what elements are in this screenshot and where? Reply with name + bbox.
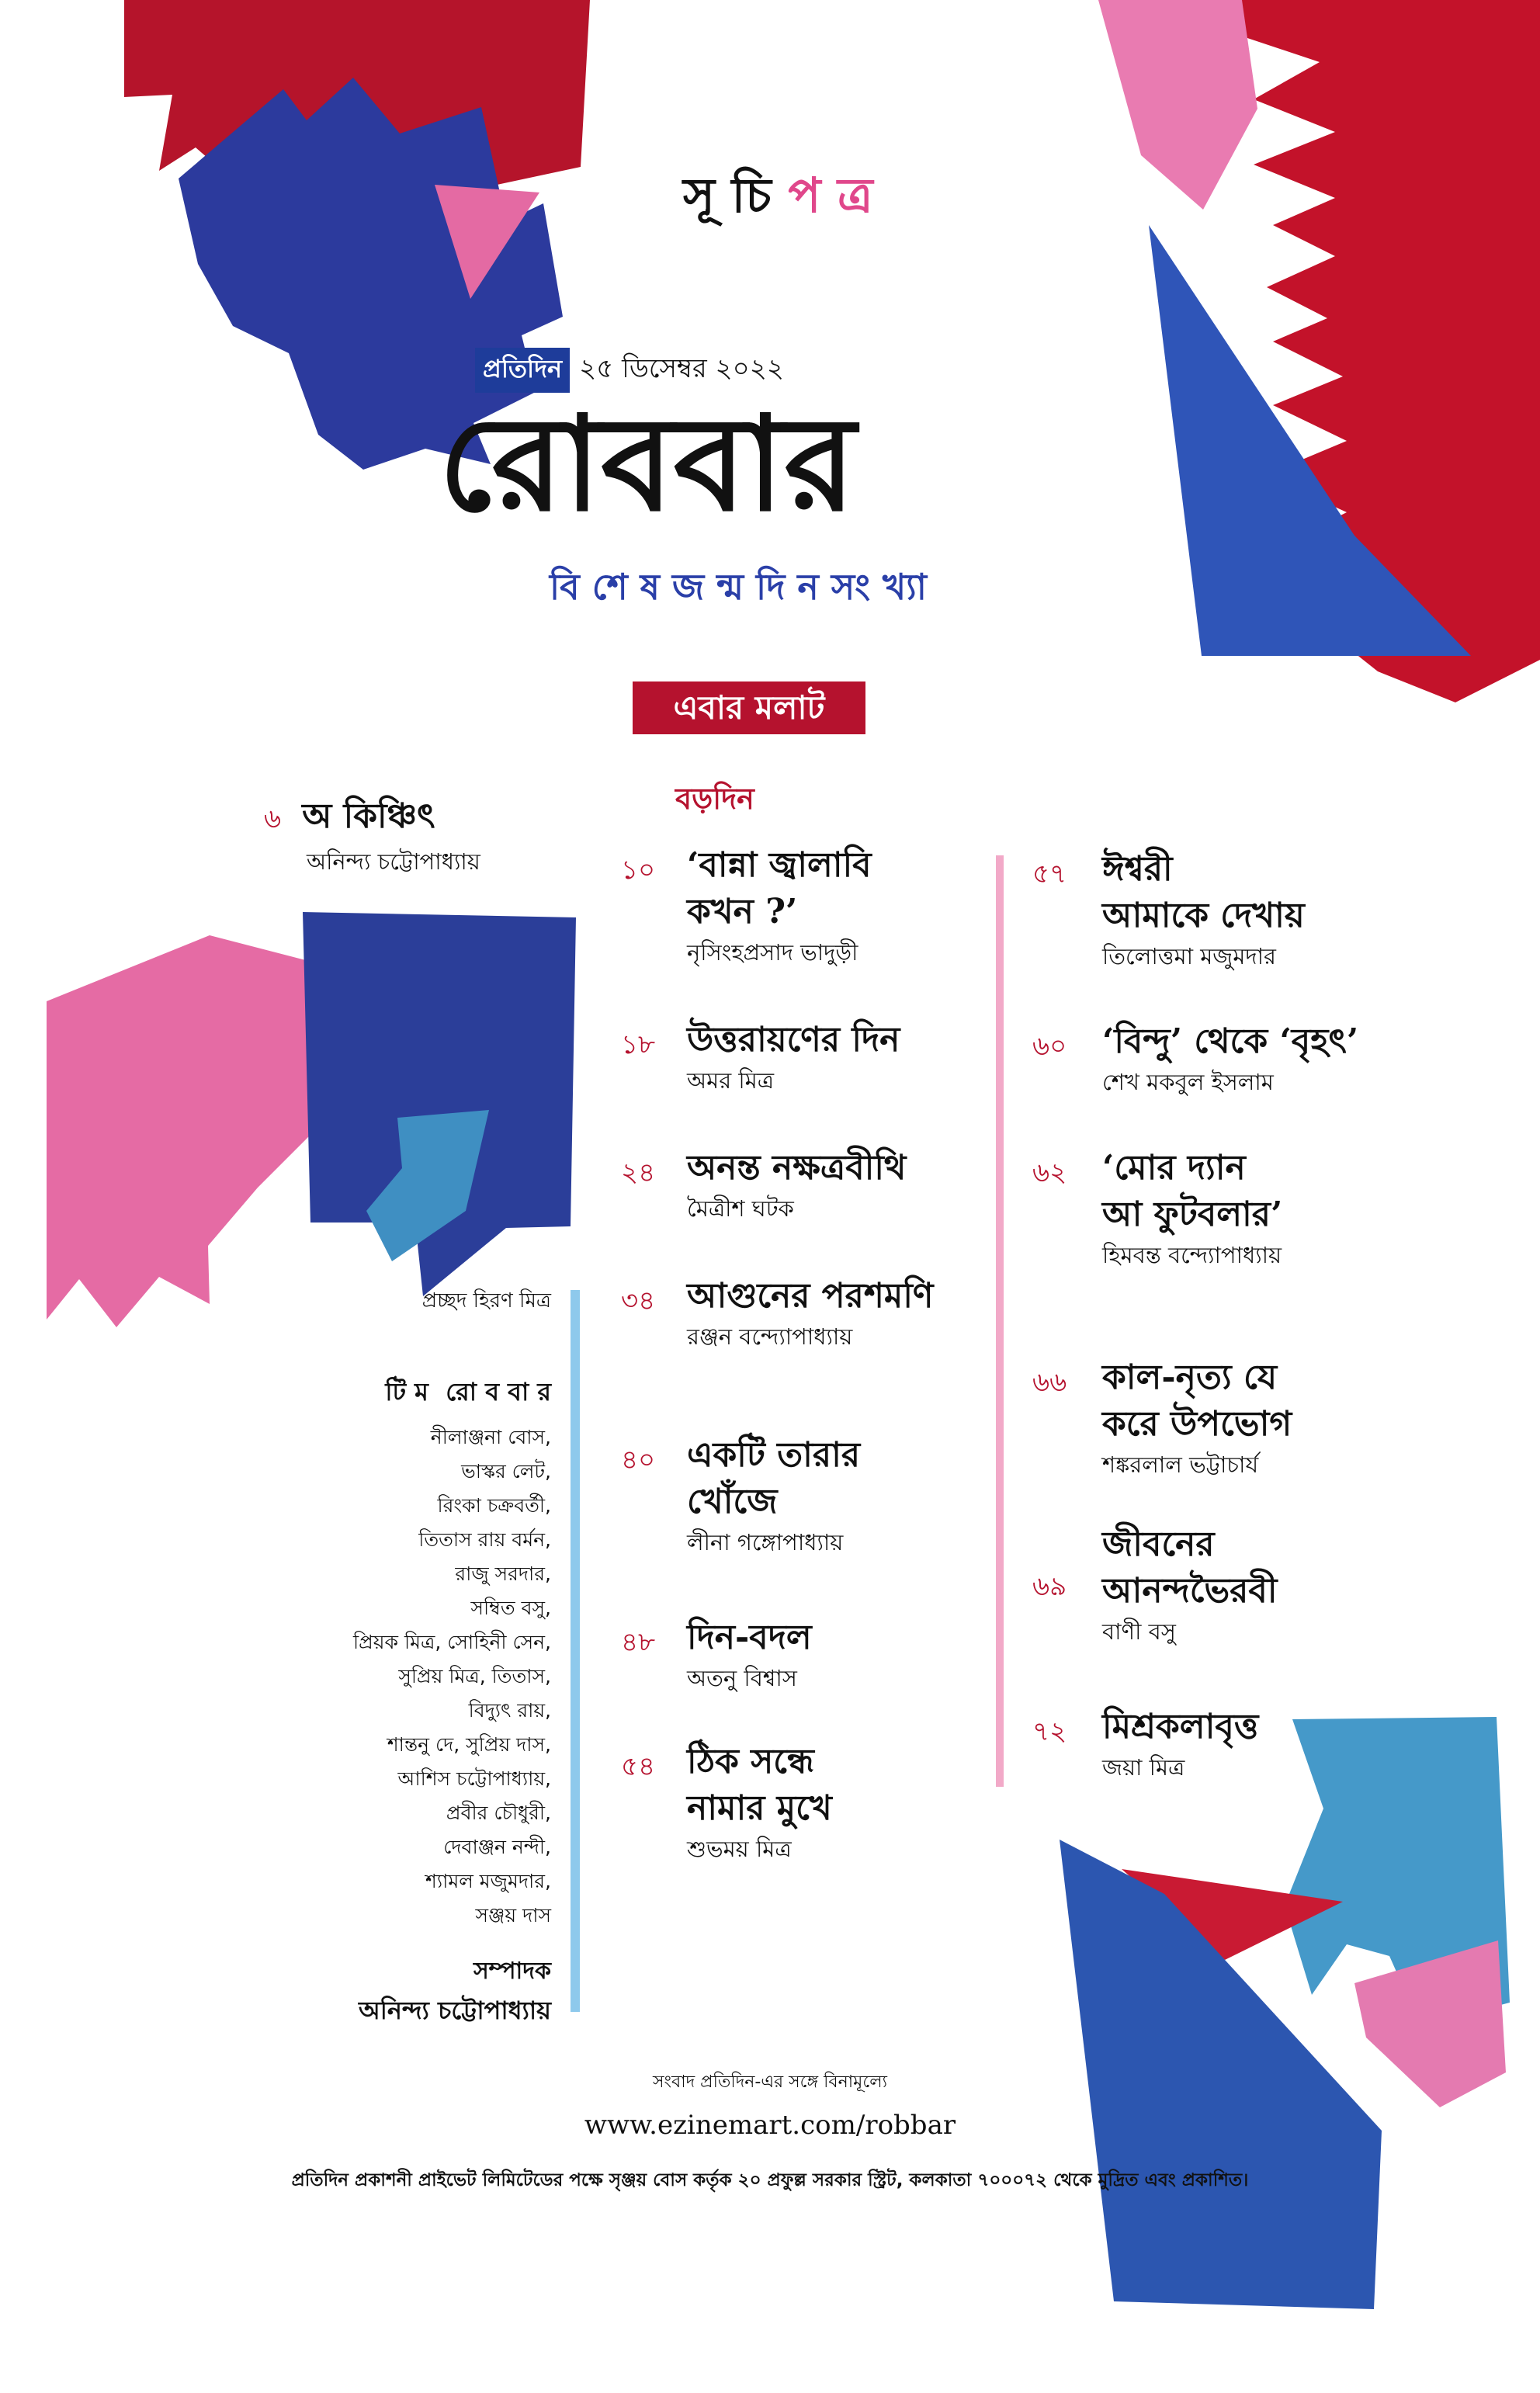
- free-note: সংবাদ প্রতিদিন-এর সঙ্গে বিনামূল্যে: [653, 2072, 887, 2092]
- page-number: ৫৪: [621, 1751, 656, 1782]
- toc-title-part2: প ত্র: [788, 167, 873, 224]
- entry-title-line: মিশ্রকলাবৃত্ত: [1102, 1707, 1259, 1746]
- section-label: বড়দিন: [675, 781, 754, 816]
- entry-title-line: আ ফুটবলার’: [1102, 1195, 1283, 1234]
- page-number: ২৪: [621, 1157, 656, 1188]
- entry-title-line: ‘বান্না জ্বালাবি: [687, 845, 872, 885]
- page-number: ৫৭: [1032, 858, 1067, 890]
- entry-author: শেখ মকবুল ইসলাম: [1102, 1069, 1274, 1095]
- entry-author: হিমবন্ত বন্দ্যোপাধ্যায়: [1102, 1242, 1282, 1268]
- blue-vertical-rule: [571, 1290, 580, 2012]
- editor-label: সম্পাদক: [473, 1958, 551, 1985]
- page-number: ৬২: [1032, 1157, 1067, 1188]
- team-member: সুপ্রিয় মিত্র, তিতাস,: [398, 1665, 551, 1687]
- page-number: ১০: [621, 855, 656, 886]
- team-member: দেবাঞ্জন নন্দী,: [443, 1836, 551, 1858]
- page-number: ৩৪: [621, 1285, 656, 1316]
- entry-title-line: অনন্ত নক্ষত্রবীথি: [687, 1148, 907, 1188]
- team-member: রিংকা চক্রবর্তী,: [437, 1494, 551, 1517]
- page-number: ১৮: [621, 1029, 656, 1060]
- page-number: ৬: [264, 803, 282, 834]
- entry-title-line: ঠিক সন্ধে: [687, 1742, 814, 1781]
- entry-title-line: আগুনের পরশমণি: [687, 1276, 934, 1316]
- page-number: ৬০: [1032, 1031, 1067, 1062]
- page-number: ৬৬: [1032, 1367, 1067, 1398]
- team-member: প্রবীর চৌধুরী,: [446, 1802, 551, 1824]
- entry-author: রঞ্জন বন্দ্যোপাধ্যায়: [687, 1323, 853, 1350]
- special-issue-label: বি শে ষ জ ন্ম দি ন সং খ্যা: [550, 566, 927, 608]
- entry-author: বাণী বসু: [1102, 1618, 1176, 1645]
- entry-author: নৃসিংহপ্রসাদ ভাদুড়ী: [687, 939, 858, 966]
- entry-author: শুভময় মিত্র: [687, 1836, 792, 1862]
- left-entry: [264, 793, 480, 879]
- entry-author: লীনা গঙ্গোপাধ্যায়: [687, 1529, 844, 1555]
- entry-title-line: ‘বিন্দু’ থেকে ‘বৃহৎ’: [1102, 1021, 1359, 1061]
- team-member: তিতাস রায় বর্মন,: [418, 1528, 551, 1551]
- entry-title-line: জীবনের: [1102, 1524, 1215, 1564]
- team-member: বিদ্যুৎ রায়,: [468, 1699, 551, 1722]
- entry-title-line: ঈশ্বরী: [1102, 849, 1173, 889]
- entry-title-line: কাল-নৃত্য যে: [1102, 1358, 1278, 1397]
- issue-date: ২৫ ডিসেম্বর ২০২২: [579, 352, 784, 384]
- team-member: রাজু সরদার,: [455, 1562, 551, 1585]
- toc-title-part1: সূ চি: [683, 167, 772, 224]
- team-heading: টি ম রো ব বা র: [385, 1377, 551, 1406]
- team-list: [233, 1420, 551, 1933]
- pink-paper-shape: [1098, 0, 1257, 210]
- entry-title-line: নামার মুখে: [687, 1788, 832, 1828]
- entry-title-line: কখন ?’: [687, 892, 798, 931]
- team-member: শ্যামল মজুমদার,: [425, 1870, 551, 1892]
- team-member: শান্তনু দে, সুপ্রিয় দাস,: [387, 1733, 551, 1756]
- imprint-line: প্রতিদিন প্রকাশনী প্রাইভেট লিমিটেডের পক্ষে সৃঞ্জয় বোস কর্তৃক ২০ প্রফুল্ল সরকার স্ট্রিট, কলকাতা ৭০০০৭২ থেকে মুদ্রিত এবং প্রকাশিত।: [291, 2170, 1249, 2190]
- entry-author: মৈত্রীশ ঘটক: [687, 1195, 794, 1222]
- entry-author: তিলোত্তমা মজুমদার: [1102, 943, 1276, 969]
- blue-paper-shape: [303, 912, 576, 1296]
- entry-author: অমর মিত্র: [687, 1067, 775, 1094]
- entry-title: অ কিঞ্চিৎ: [302, 796, 435, 836]
- cover-badge: এবার মলাট: [633, 681, 865, 734]
- page-number: ৬৯: [1032, 1571, 1067, 1602]
- toc-title: [683, 159, 873, 239]
- website-link[interactable]: www.ezinemart.com/robbar: [584, 2110, 956, 2141]
- entry-author: শঙ্করলাল ভট্টাচার্য: [1102, 1451, 1259, 1478]
- page-number: ৪০: [621, 1444, 656, 1476]
- entry-title-line: একটি তারার: [687, 1435, 861, 1475]
- entry-title-line: আনন্দভৈরবী: [1102, 1571, 1278, 1611]
- team-member: সম্বিত বসু,: [470, 1597, 551, 1619]
- brand-logo: প্রতিদিন: [475, 348, 570, 393]
- entry-author: জয়া মিত্র: [1102, 1754, 1185, 1781]
- pink-vertical-rule: [996, 855, 1004, 1787]
- page-number: ৭২: [1032, 1716, 1067, 1747]
- entry-author: অতনু বিশ্বাস: [687, 1665, 797, 1691]
- team-member: নীলাঞ্জনা বোস,: [430, 1426, 551, 1448]
- cover-credit: প্রচ্ছদ হিরণ মিত্র: [421, 1289, 551, 1313]
- entry-author: অনিন্দ্য চট্টোপাধ্যায়: [307, 848, 480, 875]
- page-number: ৪৮: [621, 1627, 656, 1658]
- entry-title-line: খোঁজে: [687, 1482, 778, 1521]
- editor-name: অনিন্দ্য চট্টোপাধ্যায়: [359, 1996, 551, 2025]
- team-member: সঞ্জয় দাস: [475, 1904, 551, 1927]
- team-member: প্রিয়ক মিত্র, সোহিনী সেন,: [352, 1631, 551, 1653]
- entry-title-line: দিন-বদল: [687, 1618, 812, 1657]
- entry-title-line: ‘মোর দ্যান: [1102, 1148, 1246, 1188]
- entry-title-line: উত্তরায়ণের দিন: [687, 1020, 900, 1060]
- team-member: ভাস্কর লেট,: [461, 1460, 551, 1483]
- magazine-title: রোববার: [439, 387, 856, 540]
- team-member: আশিস চট্টোপাধ্যায়,: [397, 1767, 551, 1790]
- entry-title-line: আমাকে দেখায়: [1102, 896, 1305, 935]
- entry-title-line: করে উপভোগ: [1102, 1404, 1292, 1444]
